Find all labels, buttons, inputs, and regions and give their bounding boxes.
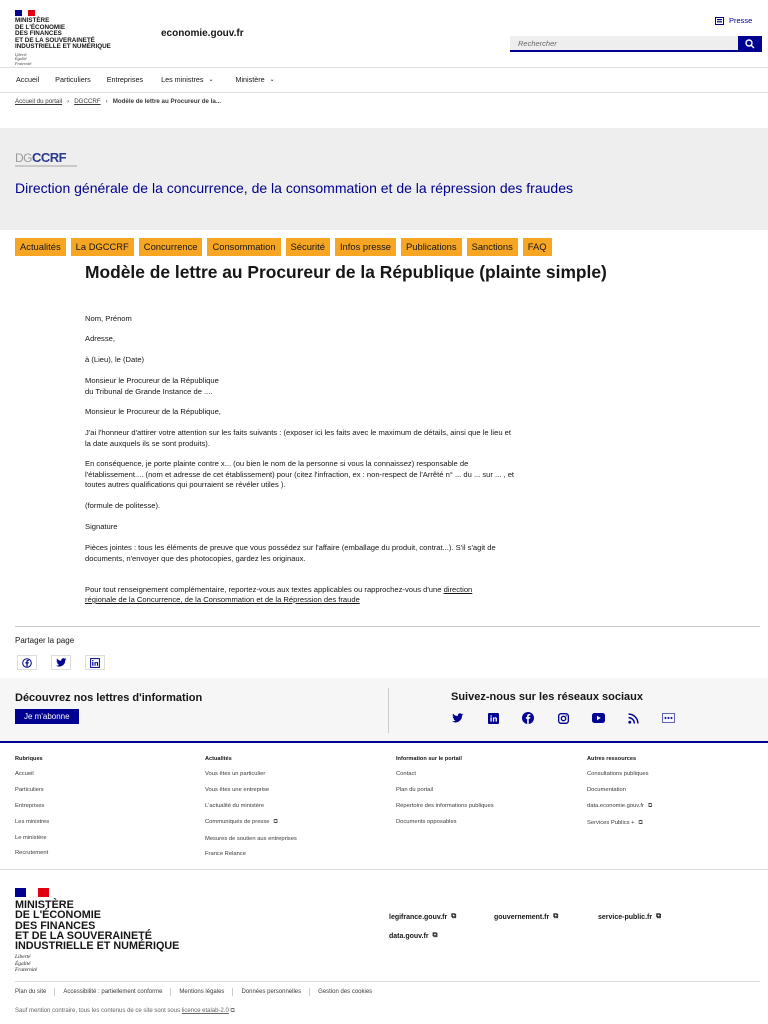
linkedin-icon xyxy=(90,658,100,668)
external-link-icon: ⧉ xyxy=(647,802,653,809)
article-paragraph: Monsieur le Procureur de la République, xyxy=(85,407,221,416)
tab-la-dgccrf[interactable]: La DGCCRF xyxy=(71,238,134,256)
article-paragraph: Signature xyxy=(85,522,118,531)
newsletter-band xyxy=(0,678,768,741)
newspaper-icon xyxy=(715,17,724,25)
external-link-icon: ⧉ xyxy=(553,913,559,920)
article-paragraph: En conséquence, je porte plainte contre x... (ou bien le nom de la personne si vous la connaissez) responsable de l'établissement.... (nom et adresse de cet établissement) pour (citez l'infraction, ex : non-respect de l'Arrêté n° ... du ... sur ... , et toutes autres qualifications qui pourraient se révéler utiles ). xyxy=(85,459,515,489)
site-name[interactable]: economie.gouv.fr xyxy=(161,28,244,39)
ministry-title: MINISTÈRE DE L'ÉCONOMIE DES FINANCES ET DE LA SOUVERAINETÉ INDUSTRIELLE ET NUMÉRIQUE xyxy=(15,17,111,51)
subscribe-button[interactable]: Je m'abonne xyxy=(15,709,79,724)
footer-ministry-logo[interactable] xyxy=(15,888,179,973)
ministry-logo[interactable] xyxy=(15,10,111,66)
footer-link[interactable]: Le ministère xyxy=(15,834,47,841)
twitter-icon xyxy=(452,713,464,723)
rss-icon xyxy=(628,713,639,724)
breadcrumb-item-home[interactable]: Accueil du portail xyxy=(15,98,63,105)
tab-faq[interactable]: FAQ xyxy=(523,238,552,256)
chevron-down-icon: ⌄ xyxy=(269,77,275,83)
french-flag-icon xyxy=(15,888,49,897)
chevron-right-icon: › xyxy=(105,98,108,105)
footer-legal-links xyxy=(15,988,372,996)
external-link-icon: ⧉ xyxy=(230,1008,235,1014)
search-input[interactable]: Rechercher xyxy=(510,36,738,52)
tab-actualites[interactable]: Actualités xyxy=(15,238,66,256)
external-link-icon: ⧉ xyxy=(451,913,457,920)
footer-link[interactable]: Plan du portail xyxy=(396,786,434,793)
social-links xyxy=(449,711,677,725)
social-linkedin-link[interactable] xyxy=(484,711,502,725)
facebook-icon xyxy=(522,712,534,724)
external-link-icon: ⧉ xyxy=(656,913,662,920)
social-youtube-link[interactable] xyxy=(589,711,607,725)
nav-item-entreprises[interactable]: Entreprises xyxy=(106,75,144,84)
facebook-icon xyxy=(22,658,32,668)
footer-link[interactable]: Documentation xyxy=(587,786,626,793)
dgccrf-tabs xyxy=(15,238,552,256)
footer-link[interactable]: Contact xyxy=(396,771,416,777)
footer-link[interactable]: data.economie.gouv.fr ⧉ xyxy=(587,802,653,810)
legifrance-link[interactable]: legifrance.gouv.fr ⧉ xyxy=(389,913,457,921)
article-paragraph: Pièces jointes : tous les éléments de preuve que vous possédez sur l'affaire (emballage du produit, contrat...). S'il s'agit de documents, n'envoyer que des photocopies, gardez les originaux. xyxy=(85,543,496,563)
share-buttons xyxy=(17,655,105,670)
share-facebook-button[interactable] xyxy=(17,655,37,670)
footer-column-rubriques: Rubriques Accueil Particuliers Entreprises Les ministres Le ministère Recrutement xyxy=(15,756,50,857)
share-label: Partager la page xyxy=(15,636,75,645)
social-twitter-link[interactable] xyxy=(449,711,467,725)
external-link-icon: ⧉ xyxy=(273,818,278,825)
external-link-icon: ⧉ xyxy=(638,819,643,826)
footer-link[interactable]: Accueil xyxy=(15,771,34,777)
tab-sanctions[interactable]: Sanctions xyxy=(467,238,518,256)
gouvernement-link[interactable]: gouvernement.fr ⧉ xyxy=(494,913,559,921)
main-nav xyxy=(8,75,283,84)
article-paragraph: Monsieur le Procureur de la République du Tribunal de Grande Instance de .... xyxy=(85,376,219,396)
nav-item-ministere[interactable]: Ministère ⌄ xyxy=(235,75,275,84)
share-twitter-button[interactable] xyxy=(51,655,71,670)
dgccrf-logo[interactable]: DG CCRF xyxy=(15,150,67,165)
tab-publications[interactable]: Publications xyxy=(401,238,462,256)
tab-securite[interactable]: Sécurité xyxy=(286,238,330,256)
nav-item-particuliers[interactable]: Particuliers xyxy=(55,75,91,84)
article-paragraph: (formule de politesse). xyxy=(85,501,161,510)
presse-label: Presse xyxy=(729,16,753,25)
article-paragraph: J'ai l'honneur d'attirer votre attention sur les faits suivants : (exposer ici les faits avec le maximum de détails, ainsi que le lieu et la date auxquels ils se sont produits). xyxy=(85,428,512,448)
direction-regionale-link[interactable]: direction xyxy=(443,584,473,594)
data-gouv-link[interactable]: data.gouv.fr ⧉ xyxy=(389,932,438,940)
social-more-link[interactable] xyxy=(659,711,677,725)
legal-link[interactable]: Plan du site xyxy=(15,989,47,995)
footer-top-border xyxy=(0,741,768,743)
footer-link[interactable]: Répertoire des informations publiques xyxy=(396,802,494,809)
search-button[interactable] xyxy=(738,36,762,52)
newsletter-divider xyxy=(388,688,389,733)
dgccrf-title: Direction générale de la concurrence, de la consommation et de la répression des fraudes xyxy=(15,180,573,196)
footer-link[interactable]: Vous êtes un particulier xyxy=(205,771,266,777)
chevron-down-icon: ⌄ xyxy=(208,77,214,83)
tab-consommation[interactable]: Consommation xyxy=(207,238,280,256)
nav-item-ministres[interactable]: Les ministres ⌄ xyxy=(161,75,214,84)
chevron-right-icon: › xyxy=(67,98,70,105)
article-paragraph: à (Lieu), le (Date) xyxy=(85,355,145,364)
footer-column-actualites: Actualités Vous êtes un particulier Vous êtes une entreprise L'actualité du ministère Communiqués de presse ⧉ Mesures de soutien aux entreprises France Relance xyxy=(205,756,297,858)
footer-link[interactable]: Vous êtes une entreprise xyxy=(205,786,270,793)
footer-column-information: Information sur le portail Contact Plan du portail Répertoire des informations publiques Documents opposables xyxy=(396,756,494,825)
search-icon xyxy=(745,39,755,49)
footer-column-ressources: Autres ressources Consultations publiques Documentation data.economie.gouv.fr ⧉ Services Publics + ⧉ xyxy=(587,756,653,827)
footer-link[interactable]: Services Publics + ⧉ xyxy=(587,819,643,827)
footer-link[interactable]: Documents opposables xyxy=(396,818,457,825)
newsletter-title: Découvrez nos lettres d'information xyxy=(15,692,203,704)
social-title: Suivez-nous sur les réseaux sociaux xyxy=(451,691,643,703)
twitter-icon xyxy=(56,658,67,667)
article-paragraph: Adresse, xyxy=(85,334,115,343)
youtube-icon xyxy=(592,713,605,723)
share-linkedin-button[interactable] xyxy=(85,655,105,670)
nav-item-accueil[interactable]: Accueil xyxy=(16,75,40,84)
legal-link[interactable]: Mentions légales xyxy=(179,989,225,995)
french-flag-icon xyxy=(15,10,35,16)
linkedin-icon xyxy=(488,713,499,724)
footer-link[interactable]: France Relance xyxy=(205,851,246,858)
article-paragraph: Nom, Prénom xyxy=(85,314,132,323)
more-icon xyxy=(662,713,675,723)
breadcrumb-item-dgccrf[interactable]: DGCCRF xyxy=(74,98,101,105)
footer-link[interactable]: Recrutement xyxy=(15,850,49,857)
republic-devise: Liberté Égalité Fraternité xyxy=(15,51,32,66)
social-instagram-link[interactable] xyxy=(554,711,572,725)
footer-ministry-title: MINISTÈRE DE L'ÉCONOMIE DES FINANCES ET DE LA SOUVERAINETÉ INDUSTRIELLE ET NUMÉRIQUE xyxy=(15,899,180,953)
licence-notice: Sauf mention contraire, tous les contenus de ce site sont sous licence etalab-2.0 ⧉ xyxy=(15,1008,235,1014)
footer-link[interactable]: Mesures de soutien aux entreprises xyxy=(205,835,297,842)
footer-link[interactable]: Communiqués de presse ⧉ xyxy=(205,818,278,826)
presse-link[interactable] xyxy=(715,16,752,25)
legal-link[interactable]: Accessibilité : partiellement conforme xyxy=(63,989,163,995)
page-title: Modèle de lettre au Procureur de la République (plainte simple) xyxy=(85,262,607,282)
footer-link[interactable]: Consultations publiques xyxy=(587,771,649,777)
logo-underline xyxy=(15,165,77,167)
tab-infos-presse[interactable]: Infos presse xyxy=(335,238,396,256)
direction-regionale-link[interactable]: régionale de la Concurrence, de la Consommation et de la Répression des fraude xyxy=(85,595,360,604)
article-paragraph: Pour tout renseignement complémentaire, reportez-vous aux textes applicables ou rapprochez-vous d'une direction régionale de la Concurrence, de la Consommation et de la Répression des fraude xyxy=(85,584,473,604)
footer-link[interactable]: Les ministres xyxy=(15,818,50,825)
legal-link[interactable]: Gestion des cookies xyxy=(318,989,373,995)
breadcrumb-item-current: Modèle de lettre au Procureur de la... xyxy=(112,98,222,105)
social-facebook-link[interactable] xyxy=(519,711,537,725)
tab-concurrence[interactable]: Concurrence xyxy=(139,238,203,256)
breadcrumb xyxy=(15,98,221,105)
footer-link[interactable]: L'actualité du ministère xyxy=(205,802,265,809)
service-public-link[interactable]: service-public.fr ⧉ xyxy=(598,913,662,921)
search-bar xyxy=(510,36,762,52)
licence-link[interactable]: licence etalab-2.0 xyxy=(181,1008,229,1014)
social-rss-link[interactable] xyxy=(624,711,642,725)
legal-link[interactable]: Données personnelles xyxy=(241,989,302,995)
footer-link[interactable]: Entreprises xyxy=(15,802,45,809)
footer-devise: Liberté Égalité Fraternité xyxy=(15,954,38,973)
footer-link[interactable]: Particuliers xyxy=(15,786,44,793)
external-link-icon: ⧉ xyxy=(432,932,438,939)
instagram-icon xyxy=(558,713,569,724)
